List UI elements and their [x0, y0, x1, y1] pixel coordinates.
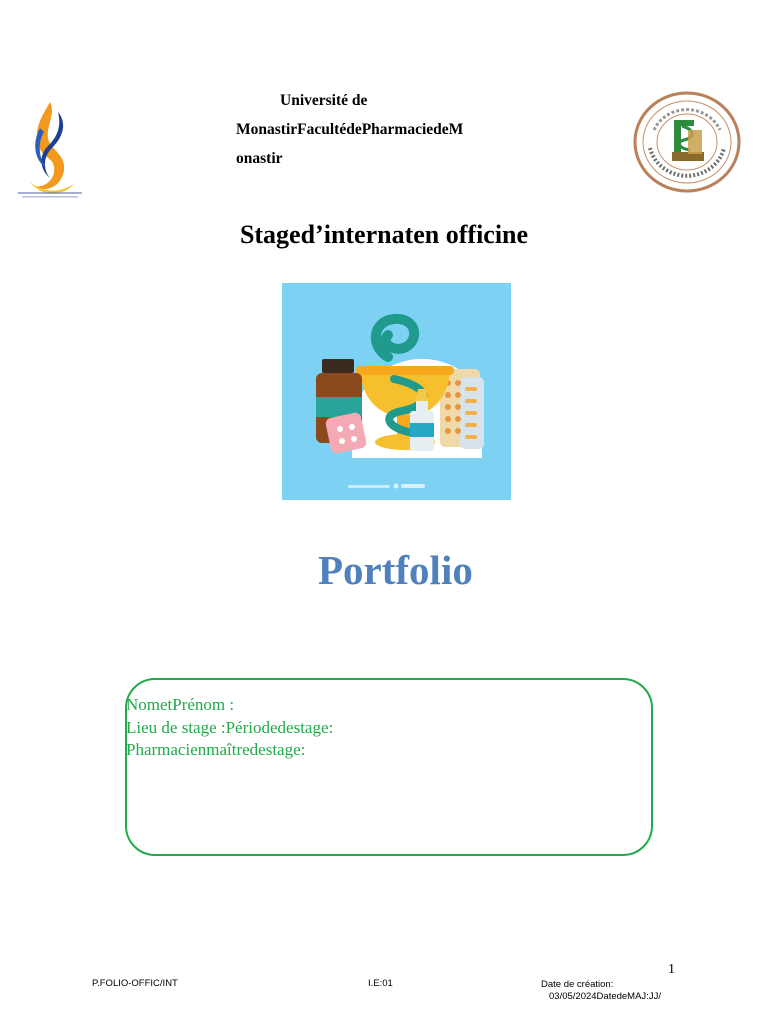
university-name-line: onastir — [236, 150, 283, 167]
supervising-pharmacist-label: Pharmacienmaîtredestage: — [126, 740, 306, 759]
pharmacy-illustration — [282, 283, 511, 500]
document-title: Staged’internaten officine — [239, 220, 529, 249]
name-field-label: NometPrénom : — [126, 695, 235, 714]
footer-document-code: P.FOLIO-OFFIC/INT — [92, 978, 178, 989]
university-header — [236, 86, 508, 173]
university-name-line: Université de — [280, 92, 368, 109]
university-name-line: MonastirFacultédePharmaciedeM — [236, 121, 464, 138]
faculty-seal-logo — [632, 90, 742, 194]
portfolio-heading: Portfolio — [318, 547, 473, 593]
footer-dates: 03/05/2024DatedeMAJ:JJ/ — [549, 991, 661, 1002]
footer-creation-date-label: Date de création: — [541, 979, 614, 990]
page-number: 1 — [668, 962, 675, 977]
student-info-fields — [126, 694, 333, 762]
footer-revision: I.E:01 — [368, 978, 393, 989]
internship-place-period-label: Lieu de stage :Périodedestage: — [126, 717, 334, 737]
university-logo — [12, 98, 88, 202]
